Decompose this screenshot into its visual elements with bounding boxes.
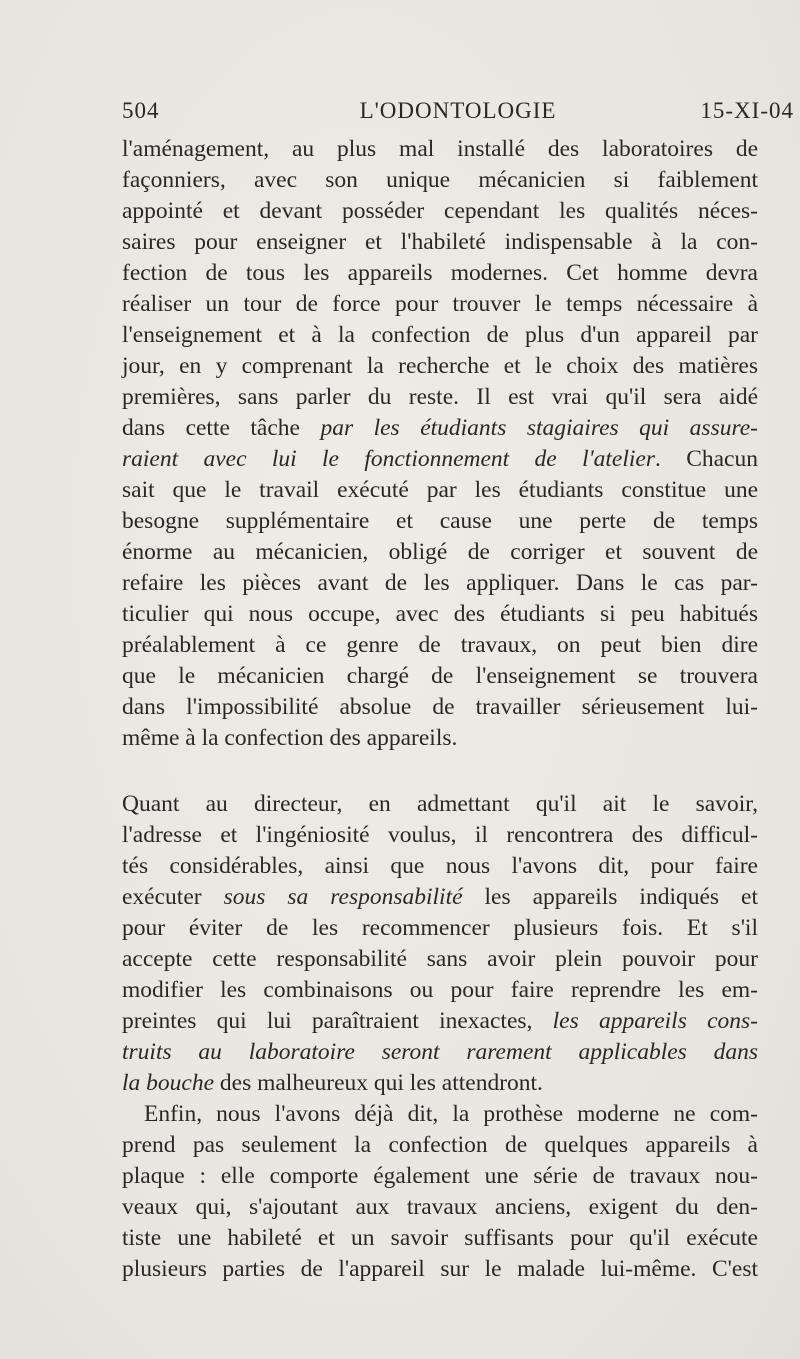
- running-title: L'ODONTOLOGIE: [359, 98, 557, 123]
- italic-run: les appareils cons-: [552, 1008, 758, 1034]
- italic-run: par les étudiants stagiaires qui assure-: [320, 415, 759, 441]
- text-line: tiste une habileté et un savoir suffisants pour qu'il exécute: [122, 1225, 758, 1251]
- paragraph: [122, 1099, 758, 1285]
- text-run: preintes qui lui paraîtraient inexactes,: [122, 1008, 553, 1034]
- text-line: l'enseignement et à la confection de plus d'un appareil par: [122, 322, 758, 348]
- italic-run: raient avec lui le fonctionnement de l'atelier: [122, 446, 655, 472]
- text-line: réaliser un tour de force pour trouver le temps nécessaire à: [122, 291, 758, 317]
- text-line: ticulier qui nous occupe, avec des étudiants si peu habitués: [122, 601, 758, 627]
- text-line: l'adresse et l'ingéniosité voulus, il rencontrera des difficul-: [122, 822, 758, 848]
- text-line: accepte cette responsabilité sans avoir plein pouvoir pour: [122, 946, 758, 972]
- paragraph: [122, 134, 758, 754]
- text-line: veaux qui, s'ajoutant aux travaux anciens, exigent du den-: [122, 1194, 758, 1220]
- text-line: jour, en y comprenant la recherche et le choix des matières: [122, 353, 758, 379]
- text-line: énorme au mécanicien, obligé de corriger et souvent de: [122, 539, 758, 565]
- issue-date: 15-XI-04: [700, 98, 794, 123]
- italic-run: truits au laboratoire seront rarement applicables dans: [122, 1039, 758, 1065]
- text-line: [122, 1037, 758, 1068]
- text-run: les appareils indiqués et: [462, 884, 758, 910]
- text-line: appointé et devant posséder cependant les qualités néces-: [122, 198, 758, 224]
- text-run: exécuter: [122, 884, 224, 910]
- italic-run: la bouche: [122, 1070, 215, 1096]
- text-line: refaire les pièces avant de les appliquer. Dans le cas par-: [122, 570, 758, 596]
- text-line: Enfin, nous l'avons déjà dit, la prothèse moderne ne com-: [144, 1101, 758, 1127]
- text-line: [122, 413, 758, 444]
- text-line: [122, 444, 758, 475]
- text-line: Quant au directeur, en admettant qu'il ait le savoir,: [122, 791, 758, 817]
- text-line: l'aménagement, au plus mal installé des laboratoires de: [122, 136, 758, 162]
- text-line: tés considérables, ainsi que nous l'avons dit, pour faire: [122, 853, 758, 879]
- text-line: plaque : elle comporte également une série de travaux nou-: [122, 1163, 758, 1189]
- text-line: besogne supplémentaire et cause une perte de temps: [122, 508, 758, 534]
- text-line: [122, 1068, 758, 1099]
- page-number: 504: [122, 98, 160, 123]
- text-line: sait que le travail exécuté par les étudiants constitue une: [122, 477, 758, 503]
- text-line: façonniers, avec son unique mécanicien si faiblement: [122, 167, 758, 193]
- text-line: [122, 882, 758, 913]
- text-line: modifier les combinaisons ou pour faire reprendre les em-: [122, 977, 758, 1003]
- text-run: dans cette tâche: [122, 415, 321, 441]
- text-line: [122, 1006, 758, 1037]
- text-line: saires pour enseigner et l'habileté indispensable à la con-: [122, 229, 758, 255]
- text-line: même à la confection des appareils.: [122, 725, 458, 751]
- italic-run: sous sa responsabilité: [223, 884, 463, 910]
- paragraph: [122, 789, 758, 1099]
- body-text: [122, 134, 758, 1285]
- text-line: préalablement à ce genre de travaux, on peut bien dire: [122, 632, 758, 658]
- text-line: fection de tous les appareils modernes. Cet homme devra: [122, 260, 758, 286]
- text-line: premières, sans parler du reste. Il est vrai qu'il sera aidé: [122, 384, 758, 410]
- text-line: prend pas seulement la confection de quelques appareils à: [122, 1132, 758, 1158]
- text-run: . Chacun: [654, 446, 758, 472]
- text-line: plusieurs parties de l'appareil sur le malade lui-même. C'est: [122, 1256, 758, 1282]
- text-line: dans l'impossibilité absolue de travailler sérieusement lui-: [122, 694, 758, 720]
- text-line: que le mécanicien chargé de l'enseignement se trouvera: [122, 663, 758, 689]
- text-run: des malheureux qui les attendront.: [214, 1070, 543, 1096]
- text-line: pour éviter de les recommencer plusieurs fois. Et s'il: [122, 915, 758, 941]
- running-header: [122, 98, 794, 132]
